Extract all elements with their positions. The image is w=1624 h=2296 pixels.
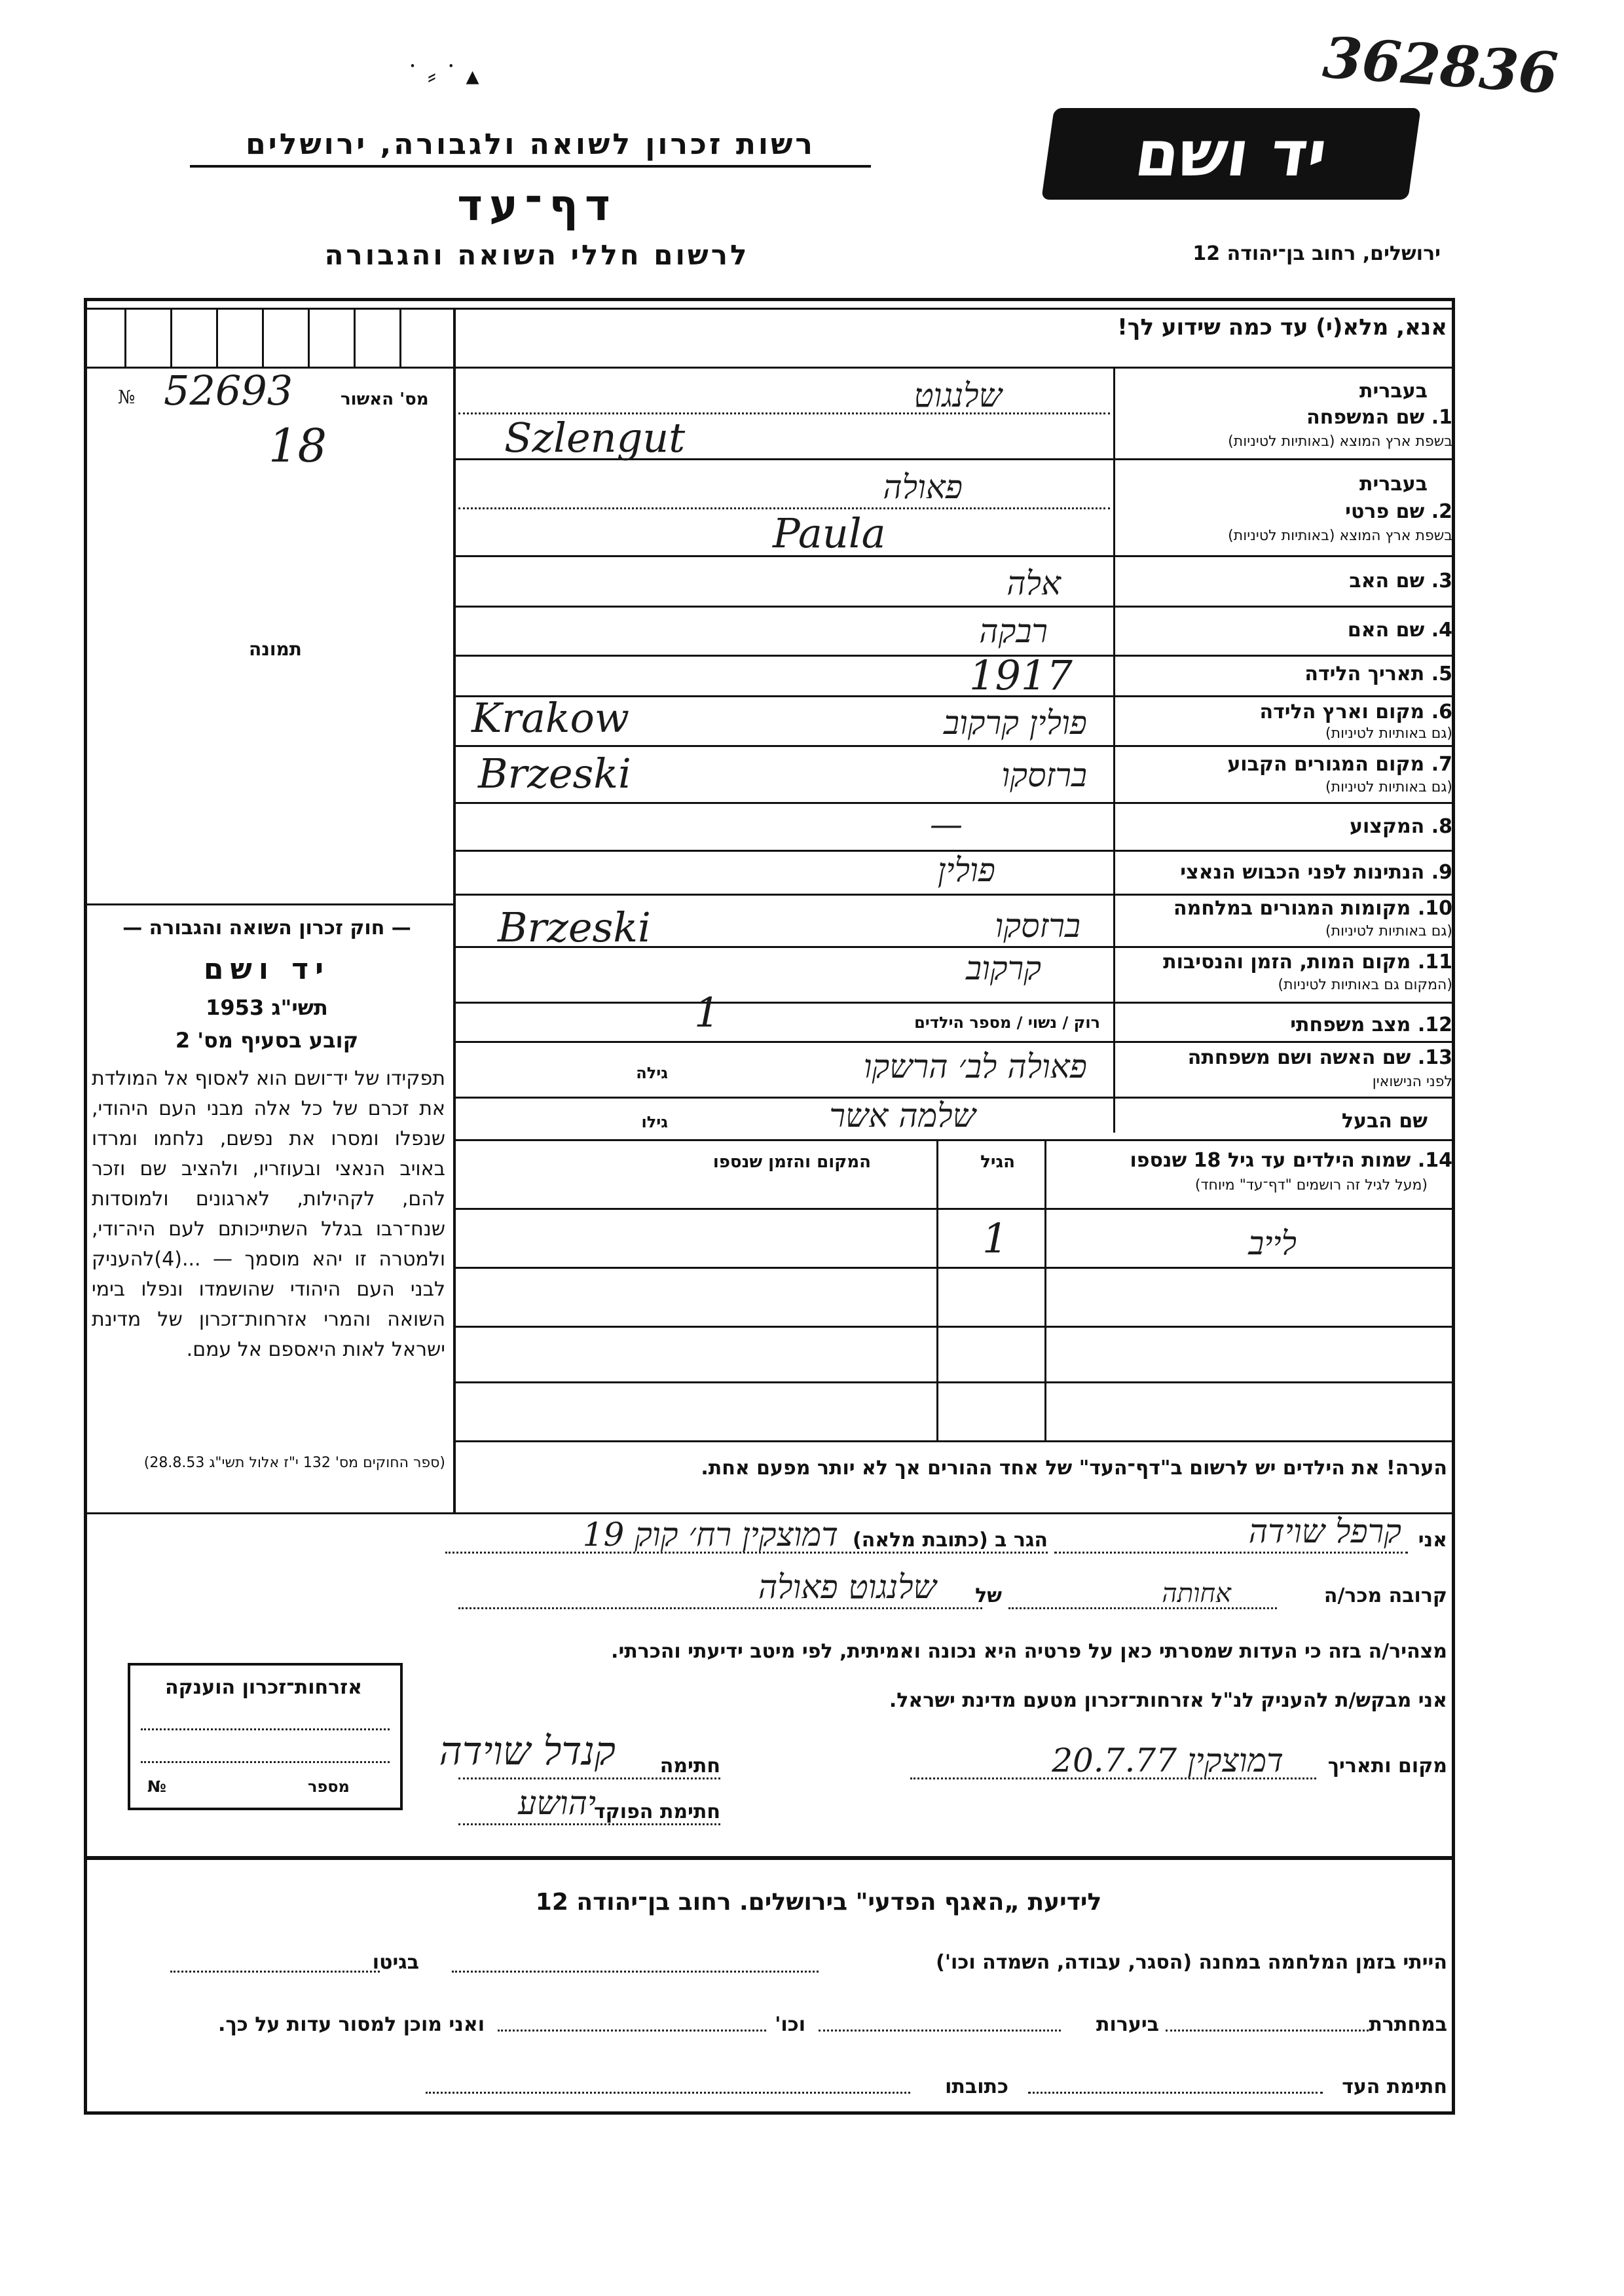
footer-line1-a: הייתי בזמן המלחמה במחנה (הסגר, עבודה, השמדה וכו') xyxy=(936,1951,1447,1974)
declaration-statement: מצהיר/ה בזה כי העדות שמסרתי כאן על פרטיה היא נכונה ואמיתית, לפי מיטב ידיעתי והכרתי. xyxy=(611,1640,1447,1663)
field-13-sub: לפני הנישואין xyxy=(1372,1074,1452,1090)
field-5-value: 1917 xyxy=(969,651,1073,699)
law-year: תשי"ג 1953 xyxy=(206,995,328,1020)
field-7-label: 7. מקום המגורים הקבוע xyxy=(1227,753,1452,776)
footer-title: לידיעת „האגף הפדעי" בירושלים. רחוב בן־יהודה 12 xyxy=(535,1889,1102,1916)
approval-sub-number: 18 xyxy=(268,419,327,473)
address: ירושלים, רחוב בן־יהודה 12 xyxy=(1192,242,1441,265)
field-2-sub: בשפת ארץ המוצא (באותיות לטיניות) xyxy=(1228,528,1452,544)
declaration-place-date-value: דמוצקין 20.7.77 xyxy=(1052,1741,1283,1779)
law-body: תפקידו של יד־ושם הוא לאסוף אל המולדת את זכרם של כל אלה מבני העם היהודי, שנפלו ומסרו את נפשם, נלחמו ומרדו באויב הנאצי ובעוזריו, ולהציב שם וזכר להם, לקהילות, לארגונים ולמוסדות שנח־רבו בגלל השתייכותם לעם היה־ודי, ולמטרה זו יהא מוסמך — ...(4)להעניק לבני העם היהודי שהושמדו ונפלו בימי השואה והמרי אזרחות־זכרון של מדינת ישראל לאות היאספם אל עמם. xyxy=(92,1067,445,1361)
declaration-living-in: הגר ב (כתובת מלאה) xyxy=(852,1529,1048,1552)
field-6-sub: (גם באותיות לטיניות) xyxy=(1325,725,1452,742)
instruction: אנא, מלא(י) עד כמה שידוע לך! xyxy=(1117,314,1447,340)
field-1-label: 1. שם המשפחה xyxy=(1306,406,1452,429)
form-subtitle: לרשום חללי השואה והגבורה xyxy=(324,239,750,271)
field-1-tag: בעברית xyxy=(1359,380,1428,403)
declaration-place-date: מקום ותאריך xyxy=(1327,1755,1447,1777)
citizenship-title: אזרחות־זכרון הוענקה xyxy=(164,1676,363,1699)
field-13-label: 13. שם האשה ושם משפחתה xyxy=(1187,1046,1452,1069)
husband-tag: גילו xyxy=(641,1113,668,1131)
declaration-relative: קרובה מכר/ה xyxy=(1323,1584,1447,1607)
field-7-sub: (גם באותיות לטיניות) xyxy=(1325,779,1452,795)
husband-label: שם הבעל xyxy=(1341,1110,1428,1133)
children-col-place: המקום והזמן שנספו xyxy=(712,1152,871,1172)
declaration-ani-value: קרפל שוידה xyxy=(1248,1512,1401,1550)
authority-title: רשות זכרון לשואה ולגבורה, ירושלים xyxy=(246,128,815,161)
law-clause: קובע בסעיף מס' 2 xyxy=(175,1028,359,1053)
field-6-label: 6. מקום וארץ הלידה xyxy=(1259,701,1452,723)
children-title: 14. שמות הילדים עד גיל 18 שנספו xyxy=(1130,1149,1452,1172)
scratch-marks: ˙ ⸗ ˙ ▴ xyxy=(406,61,479,91)
children-col-age: הגיל xyxy=(980,1152,1015,1172)
field-2-tag: בעברית xyxy=(1359,473,1428,496)
declaration-of: של xyxy=(975,1584,1002,1607)
field-10-value-hebrew: ברזסקו xyxy=(995,907,1080,945)
child-1-age: 1 xyxy=(982,1214,1008,1262)
photo-label: תמונה xyxy=(249,638,302,660)
field-2-label: 2. שם פרטי xyxy=(1345,500,1452,523)
field-1-sub: בשפת ארץ המוצא (באותיות לטיניות) xyxy=(1228,433,1452,450)
footer-line3-a: חתימת העד xyxy=(1342,2075,1447,2098)
field-6-value-hebrew: פולין קרקוב xyxy=(943,704,1087,742)
declaration-of-value: שלנגוט פאולה xyxy=(758,1568,936,1606)
declaration-officer-value: יהושע xyxy=(518,1784,596,1822)
approval-number: 52693 xyxy=(164,367,293,414)
field-7-value-hebrew: ברזסקו xyxy=(1001,756,1087,794)
approval-no-mark: № xyxy=(118,386,136,408)
field-8-value: — xyxy=(930,805,963,843)
note: הערה! את הילדים יש לרשום ב"דף־העד" של אחד ההורים אך לא יותר מפעם אחת. xyxy=(701,1457,1447,1480)
declaration-signature-value: קנדל שוידה xyxy=(439,1728,616,1774)
law-source: (ספר החוקים מס' 132 י"ז אלול תשי"ג 28.8.53) xyxy=(143,1455,445,1471)
declaration-request: אני מבקש/ת להעניק לנ"ל אזרחות־זכרון מטעם מדינת ישראל. xyxy=(889,1689,1447,1712)
child-1-name: לייב xyxy=(1248,1224,1297,1262)
children-col-2 xyxy=(936,1139,938,1440)
label-column-divider xyxy=(1113,367,1115,1133)
authority-underline xyxy=(190,165,871,168)
footer-line3-b: כתובתו xyxy=(945,2075,1008,2098)
field-3-label: 3. שם האב xyxy=(1349,570,1452,592)
form-title: דף־עד xyxy=(457,180,617,230)
field-2-value-hebrew: פאולה xyxy=(883,468,963,506)
field-13-wife-tag: גילה xyxy=(636,1064,668,1082)
field-11-label: 11. מקום המות, הזמן והנסיבות xyxy=(1163,951,1452,974)
children-sub: (מעל לגיל זה רושמים "דף־עד" מיוחד) xyxy=(1194,1177,1428,1194)
field-1-value-latin: Szlengut xyxy=(504,414,686,462)
citizenship-no-mark: № xyxy=(147,1777,166,1796)
declaration-ani: אני xyxy=(1418,1529,1447,1552)
footer-separator xyxy=(84,1856,1455,1860)
field-12-options: רוק / נשוי / מספר הילדים xyxy=(914,1013,1100,1032)
field-2-value-latin: Paula xyxy=(773,509,886,557)
footer-line1-b: בגיטו xyxy=(372,1951,419,1974)
field-6-value-latin: Krakow xyxy=(471,694,629,742)
field-10-sub: (גם באותיות לטיניות) xyxy=(1325,923,1452,939)
archive-number: 362836 xyxy=(1320,24,1560,107)
footer-line2-b: ביערות xyxy=(1096,2013,1159,2036)
law-name: יד ושם xyxy=(203,953,331,986)
declaration-signature: חתימה xyxy=(659,1755,720,1777)
field-9-label: 9. הנתינות לפני הכבוש הנאצי xyxy=(1180,861,1452,884)
top-band-bottom xyxy=(453,367,1455,369)
declaration-relative-value: אחותה xyxy=(1162,1578,1231,1609)
field-7-value-latin: Brzeski xyxy=(478,750,631,797)
field-8-label: 8. המקצוע xyxy=(1349,815,1452,838)
footer-line2-d: ואני מוכן למסור עדות על כך. xyxy=(218,2013,485,2036)
law-title: — חוק זכרון השואה והגבורה — xyxy=(122,917,411,939)
husband-value: שלמה אשר xyxy=(829,1097,976,1135)
photo-box-bottom xyxy=(84,903,453,905)
citizenship-number-label: מספר xyxy=(308,1777,350,1796)
field-1-value-hebrew: שלנגוט xyxy=(913,376,1002,414)
field-12-value: 1 xyxy=(694,989,720,1036)
field-12-label: 12. מצב משפחתי xyxy=(1290,1013,1452,1036)
declaration-address-value: דמוצקין רח׳ קוק 19 xyxy=(582,1516,838,1554)
field-4-label: 4. שם האם xyxy=(1347,619,1452,642)
field-11-value: קרקוב xyxy=(966,949,1041,987)
children-col-1 xyxy=(1044,1139,1046,1440)
yad-vashem-logo: יד ושם xyxy=(1041,108,1421,200)
field-13-value: פאולה לב׳ הרשקו xyxy=(863,1048,1087,1085)
footer-line2-a: במחתרת xyxy=(1369,2013,1447,2036)
field-11-sub: (המקום גם באותיות לטיניות) xyxy=(1278,977,1452,993)
footer-line2-c: וכו' xyxy=(775,2013,805,2036)
field-9-value: פולין xyxy=(937,851,995,889)
field-4-value: רבקה xyxy=(979,612,1048,650)
field-10-label: 10. מקומות המגורים במלחמה xyxy=(1173,897,1452,920)
field-10-value-latin: Brzeski xyxy=(498,903,651,951)
approval-label: מס' האשור xyxy=(341,390,429,409)
left-column-divider xyxy=(453,308,456,1512)
declaration-officer: חתימת הפוקד xyxy=(594,1800,720,1823)
field-3-value: אלה xyxy=(1006,564,1061,602)
frame-top-inner xyxy=(84,308,1455,310)
field-5-label: 5. תאריך הלידה xyxy=(1304,663,1452,685)
